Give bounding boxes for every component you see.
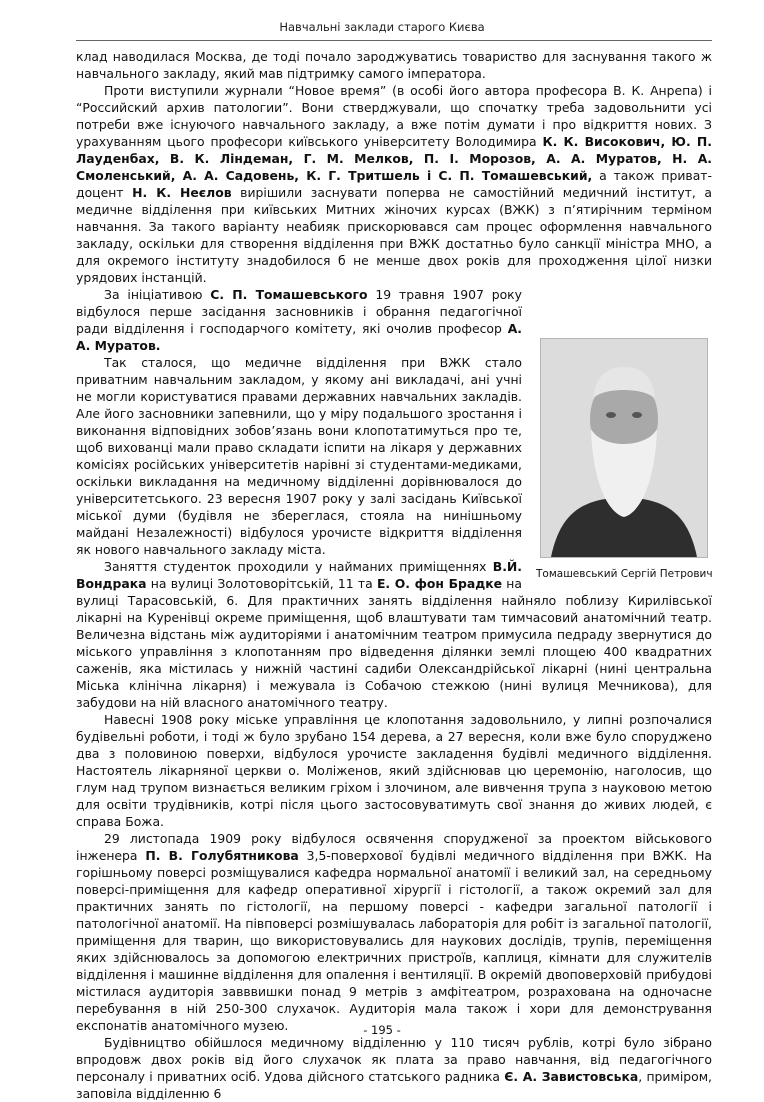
running-header: Навчальні заклади старого Києва [279,20,485,34]
text-run: Заняття студенток проходили у найманих приміщеннях [104,559,493,574]
paragraph [76,1034,712,1102]
text-run: , приміром, заповіла відділенню 6 [76,1069,712,1101]
bold-name: К. К. Висoкович, Ю. П. Лауденбах, В. К. Ліндеман, Г. М. Мелков, П. І. Морозов, А. А. Муратов, Н. А. Смоленський, А. А. Садовень, К. Г. Тритшель і С. П. Томашевський, [76,134,712,183]
paragraph [76,82,712,286]
paragraph [76,830,712,1034]
bold-name: П. В. Голубятникова [145,848,299,863]
bold-name: Е. О. фон Брадке [376,576,503,591]
paragraph [76,711,712,830]
page-body [76,48,712,1102]
paragraph [76,48,712,82]
text-run: 19 травня 1907 року відбулося перше засідання засновників і обрання педагогічної ради відділення і господарчого комітету, які очолив професор [76,287,522,336]
portrait-caption: Томашевський Сергій Петрович [536,568,713,580]
text-run: на вулиці Тарасовській, 6. Для практичних занять відділення найняло поблизу Кирилівської лікарні на Куренівці окреме приміщення, щоб влаштувати там тимчасовий анатомічний театр. Величезна відстань між аудиторіями і анатомічним театром примусила педраду звернутися до міського управління з клопотанням про відведення ділянки землі площею 400 квадратних саженів, яка містилась у нижній частині садиби Олександрійської лікарні (нині центральна Міська клінічна лікарня) і межувала із Собачою стежкою (нині вулиця Мечникова), для забудови на ній власного анатомічного театру. [76,576,712,710]
header-rule [76,40,712,41]
text-run: клад наводилася Москва, де тоді почало зароджуватись товариство для заснування такого ж навчального закладу, який мав підтримку самого імператора. [76,49,712,81]
text-run: Проти виступили журнали “Новое время” (в особі його автора професора В. К. Анрепа) і “Российский архив патологии”. Вони стверджували, що спочатку треба задовольнити усі потреби вже існуючого навчального закладу, а вже потім думати і про відкриття нових. З урахуванням цього професори київського університету Володимира [76,83,712,149]
portrait-photo [540,338,708,558]
text-run: Так сталося, що медичне відділення при ВЖК стало приватним навчальним закладом, у якому ані викладачі, ані учні не могли користуватися правами державних навчальних закладів. Але його засновники запевнили, що у міру подальшого зростання і виконання відповідних зобов’язань вони клопотатимуться про те, щоб вихованці мали право складати іспити на лікаря у державних комісіях російських університетів нарівні зі студентами-медиками, оскільки викладання на медичному відділенні дорівнювалося до університетського. 23 вересня 1907 року у залі засідань Київської міської думи (будівля не збереглася, стояла на нинішньому майдані Незалежності) відбулося урочисте відкриття відділення як нового навчального закладу міста. [76,355,522,557]
text-run: Навесні 1908 року міське управління це клопотання задовольнило, у липні розпочалися будівельні роботи, і тоді ж було зрубано 154 дерева, а 27 вересня, коли вже було споруджено два з половиною поверхи, відбулося урочисте закладення будівлі медичного відділення. Настоятель лікарняної церкви о. Моліженов, який здійснював цю церемонію, наголосив, що глум над трупом визнається великим гріхом і злочином, але вивчення трупа з науковою метою для освіти трудівників, котрі після цього застосовуватимуть свої знання до живих людей, є справа Божа. [76,712,712,829]
text-run: 3,5-поверхової будівлі медичного відділення при ВЖК. На горішньому поверсі розміщувалися кафедра нормальної анатомії і великий зал, на середньому поверсі-приміщення для кафедр оперативної хірургії і гістології, а також окремий зал для практичних занять по гістології, на першому поверсі - кафедри загальної патології і патологічної анатомії. На півповерсі розмішувалась лабораторія для робіт із загальної патології, приміщення для тварин, що використовувались для наукових дослідів, трупів, переміщення яких здійснювалось за допомогою електричних пристроїв, каплиця, кімнати для служителів відділення і машинне відділення для опалення і вентиляції. В окремій двоповерховій прибудові містилася аудиторія завввишки понад 9 метрів з амфітеатром, розрахована на одночасне перебування в ній 250-300 слухачок. Аудиторія мала також і хори для демонстрування експонатів анатомічного музею. [76,848,713,1033]
bold-name: Є. А. Завистовська [504,1069,639,1084]
text-run: 29 листопада 1909 року відбулося освячення спорудженої за проектом військового інженера [76,831,712,863]
bold-name: В.Й. Вондрака [76,559,522,591]
text-run: а також приват-доцент [76,168,712,200]
page-number: - 195 - [363,1023,401,1037]
text-run: За ініціативою [104,287,211,302]
portrait-silhouette [541,339,707,557]
text-run: на вулиці Золотоворітській, 11 та [146,576,377,591]
text-run: Будівництво обійшлося медичному відділенню у 110 тисяч рублів, котрі було зібрано впродовж двох років від його слухачок як плата за право навчання, від педагогічного персоналу і приватних осіб. Удова дійсного статського радника [76,1035,712,1084]
text-run: вирішили заснувати поперва не самостійний медичний інститут, а медичне відділення при київських Митних жіночих курсах (ВЖК) з п’ятирічним терміном навчання. За такого варіанту неабияк прискорювався сам процес оформлення навчального закладу, оскільки для створення відділення при ВЖК достатньо було санкції міністра МНО, а для окремого інституту знадобилося б не менше двох років для проходження цілої низки урядових інстанцій. [76,185,712,285]
portrait-figure [536,338,712,581]
bold-name: С. П. Томашевського [210,287,368,302]
bold-name: А. А. Муратов. [76,321,522,353]
bold-name: Н. К. Неєлов [132,185,232,200]
